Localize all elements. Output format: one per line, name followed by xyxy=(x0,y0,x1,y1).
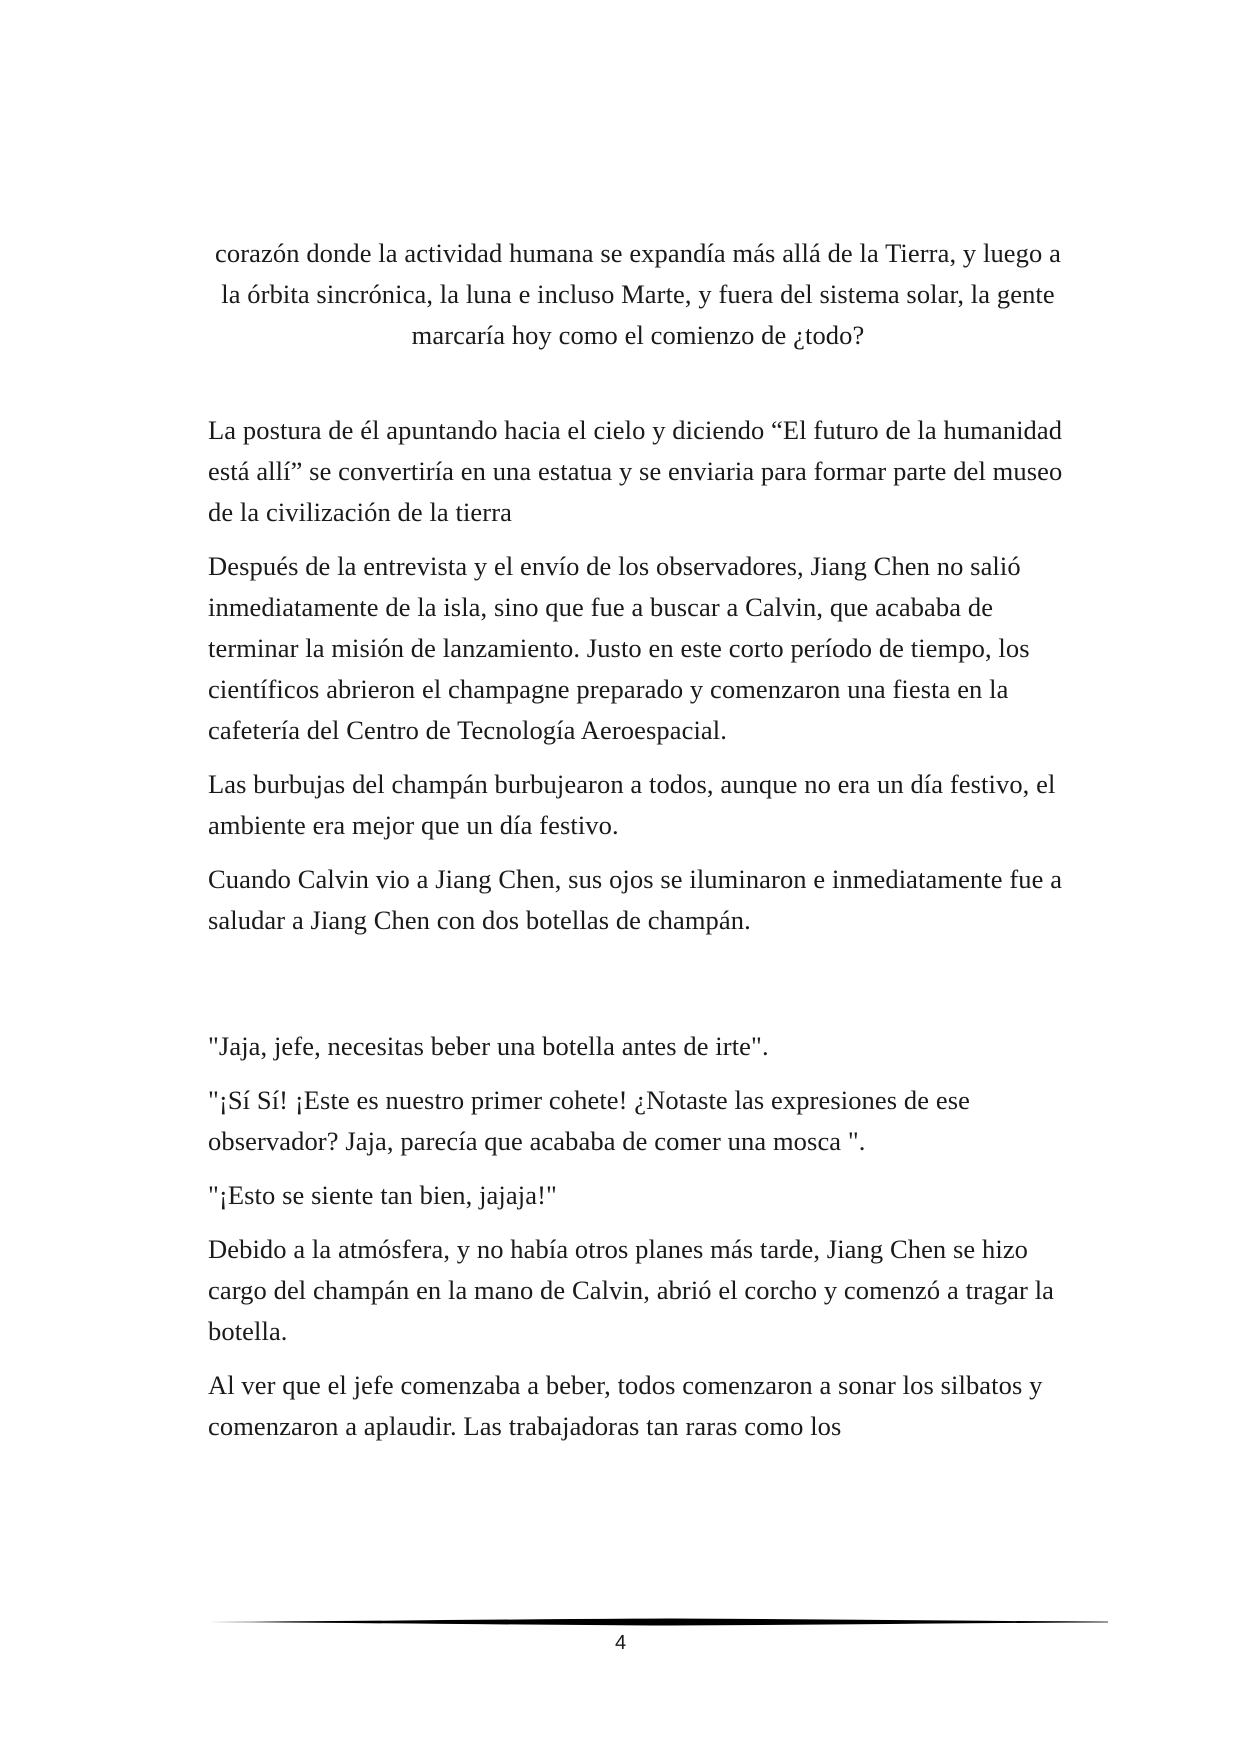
page-body xyxy=(208,233,1068,1460)
opening-paragraph: corazón donde la actividad humana se expandía más allá de la Tierra, y luego a la órbita sincrónica, la luna e incluso Marte, y fuera del sistema solar, la gente marcaría hoy como el comienzo de ¿todo? xyxy=(215,238,1061,350)
paragraph-statue: La postura de él apuntando hacia el cielo y diciendo “El futuro de la humanidad está allí” se convertiría en una estatua y se enviaria para formar parte del museo de la civilización de la tierra xyxy=(208,415,1063,527)
page-number: 4 xyxy=(614,1632,627,1654)
paragraph-interview: Después de la entrevista y el envío de los observadores, Jiang Chen no salió inmediatamente de la isla, sino que fue a buscar a Calvin, que acababa de terminar la misión de lanzamiento. Justo en este corto período de tiempo, los científicos abrieron el champagne preparado y comenzaron una fiesta en la cafetería del Centro de Tecnología Aeroespacial. xyxy=(208,551,1030,745)
section-spacer xyxy=(208,356,1068,410)
section-spacer xyxy=(208,954,1068,1026)
dialogue-line: "¡Sí Sí! ¡Este es nuestro primer cohete! ¿Notaste las expresiones de ese observador? Jaja, parecía que acababa de comer una mosca ". xyxy=(208,1085,970,1156)
dialogue-line: "Jaja, jefe, necesitas beber una botella antes de irte". xyxy=(208,1031,769,1061)
footer-divider-line xyxy=(208,1616,1108,1628)
footer-divider-shape xyxy=(208,1619,1108,1626)
dialogue-line: "¡Esto se siente tan bien, jajaja!" xyxy=(208,1180,557,1210)
paragraph-calvin-greets: Cuando Calvin vio a Jiang Chen, sus ojos se iluminaron e inmediatamente fue a saludar a Jiang Chen con dos botellas de champán. xyxy=(208,864,1063,935)
paragraph-bubbles: Las burbujas del champán burbujearon a todos, aunque no era un día festivo, el ambiente era mejor que un día festivo. xyxy=(208,769,1056,840)
paragraph-applause: Al ver que el jefe comenzaba a beber, todos comenzaron a sonar los silbatos y comenzaron a aplaudir. Las trabajadoras tan raras como los xyxy=(208,1370,1043,1441)
paragraph-champagne: Debido a la atmósfera, y no había otros planes más tarde, Jiang Chen se hizo cargo del champán en la mano de Calvin, abrió el corcho y comenzó a tragar la botella. xyxy=(208,1234,1055,1346)
